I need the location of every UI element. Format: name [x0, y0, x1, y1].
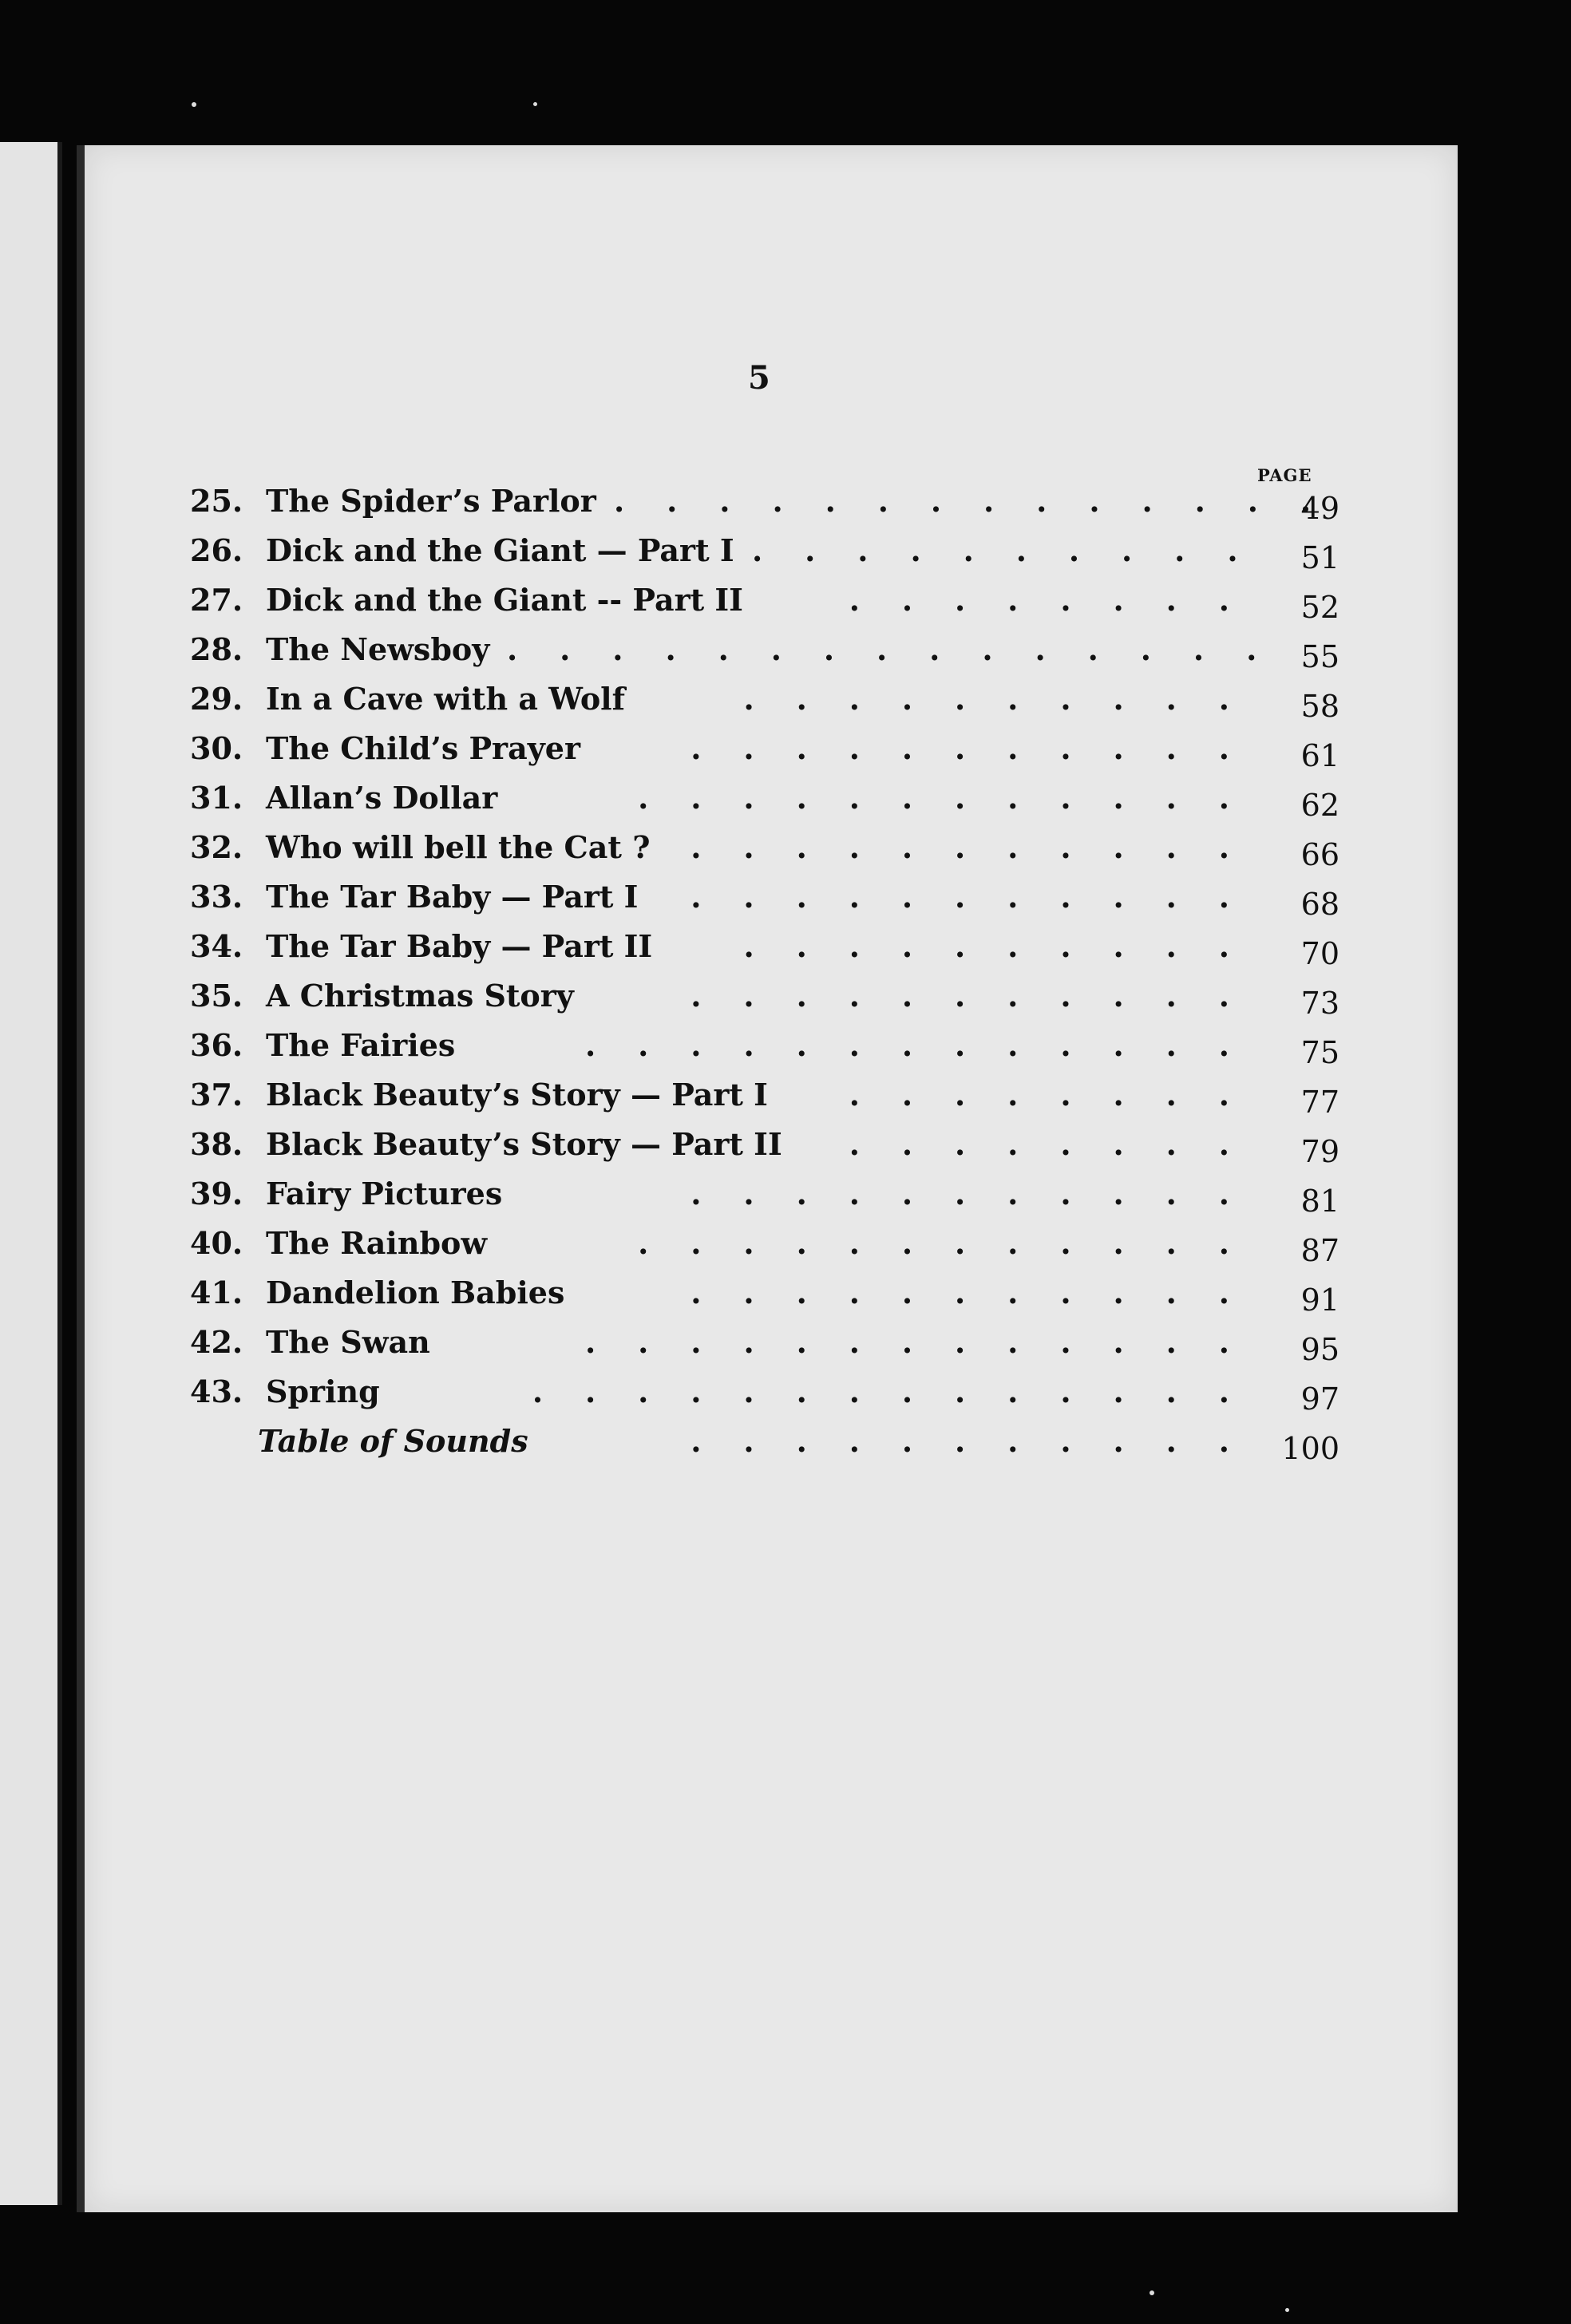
- entry-title: Table of Sounds: [258, 1423, 528, 1459]
- entry-page-number: 58: [1300, 689, 1340, 724]
- toc-entry[interactable]: [0, 730, 1571, 780]
- entry-number: 34.: [190, 928, 243, 964]
- entry-number: 30.: [190, 730, 243, 766]
- entry-number: 37.: [190, 1077, 243, 1113]
- entry-number: 26.: [190, 532, 243, 568]
- entry-number: 42.: [190, 1324, 243, 1360]
- dot-leader: . . . . . . . . . . .: [691, 1275, 1229, 1310]
- entry-number: 29.: [190, 681, 243, 717]
- entry-number: 43.: [190, 1373, 243, 1409]
- entry-title: Black Beauty’s Story — Part II: [266, 1126, 782, 1162]
- page-column-header: PAGE: [1257, 465, 1312, 485]
- dust-speck: [1150, 2290, 1154, 2295]
- entry-page-number: 70: [1300, 936, 1340, 971]
- toc-entry[interactable]: [0, 1423, 1571, 1472]
- entry-page-number: 49: [1300, 491, 1340, 526]
- entry-page-number: 97: [1300, 1381, 1340, 1417]
- dot-leader: . . . . . . . .: [849, 1126, 1229, 1162]
- toc-entry[interactable]: [0, 483, 1571, 532]
- entry-number: 41.: [190, 1275, 243, 1310]
- dot-leader: . . . . . . . . . . .: [691, 978, 1229, 1014]
- toc-entry[interactable]: [0, 978, 1571, 1027]
- toc-entry[interactable]: [0, 879, 1571, 928]
- entry-page-number: 79: [1300, 1134, 1340, 1169]
- toc-entry[interactable]: [0, 1176, 1571, 1225]
- entry-title: The Tar Baby — Part I: [266, 879, 639, 915]
- toc-entry[interactable]: [0, 631, 1571, 681]
- entry-title: The Rainbow: [266, 1225, 488, 1261]
- entry-title: The Spider’s Parlor: [266, 483, 596, 519]
- entry-number: 32.: [190, 829, 243, 865]
- toc-entry[interactable]: [0, 1027, 1571, 1077]
- toc-entry[interactable]: [0, 1275, 1571, 1324]
- entry-page-number: 95: [1300, 1332, 1340, 1367]
- entry-number: 35.: [190, 978, 243, 1014]
- entry-title: Who will bell the Cat ?: [266, 829, 651, 865]
- toc-entry[interactable]: [0, 532, 1571, 582]
- dot-leader: . . . . . . . . . . . . .: [585, 1027, 1229, 1063]
- entry-title: Allan’s Dollar: [266, 780, 498, 816]
- entry-title: Dick and the Giant — Part I: [266, 532, 734, 568]
- toc-entry[interactable]: [0, 928, 1571, 978]
- entry-page-number: 77: [1300, 1085, 1340, 1120]
- dot-leader: . . . . . . . . . . . .: [638, 1225, 1229, 1261]
- dot-leader: . . . . . . . . . . .: [691, 829, 1229, 865]
- dot-leader: . . . . . . . . . . . .: [638, 780, 1229, 816]
- entry-number: 38.: [190, 1126, 243, 1162]
- toc-entry[interactable]: [0, 582, 1571, 631]
- dot-leader: . . . . . . . . . .: [743, 681, 1229, 717]
- entry-number: 27.: [190, 582, 243, 618]
- entry-title: Dandelion Babies: [266, 1275, 565, 1310]
- dot-leader: . . . . . . . .: [849, 582, 1229, 618]
- dot-leader: . . . . . . . . . . .: [691, 730, 1229, 766]
- entry-page-number: 100: [1281, 1431, 1340, 1466]
- entry-title: In a Cave with a Wolf: [266, 681, 625, 717]
- entry-title: The Fairies: [266, 1027, 456, 1063]
- dot-leader: . . . . . . . . . . . . . .: [614, 483, 1312, 519]
- dot-leader: . . . . . . . . . . . . .: [585, 1324, 1229, 1360]
- entry-page-number: 62: [1300, 788, 1340, 823]
- entry-page-number: 75: [1300, 1035, 1340, 1070]
- entry-page-number: 87: [1300, 1233, 1340, 1268]
- entry-page-number: 52: [1300, 590, 1340, 625]
- dot-leader: . . . . . . . . . . .: [691, 879, 1229, 915]
- entry-title: The Child’s Prayer: [266, 730, 580, 766]
- entry-title: Fairy Pictures: [266, 1176, 503, 1211]
- toc-entry[interactable]: [0, 681, 1571, 730]
- entry-page-number: 51: [1300, 540, 1340, 575]
- toc-entry[interactable]: [0, 1126, 1571, 1176]
- dust-speck: [533, 102, 537, 106]
- entry-page-number: 91: [1300, 1283, 1340, 1318]
- dot-leader: . . . . . . . .: [849, 1077, 1229, 1113]
- entry-page-number: 55: [1300, 639, 1340, 674]
- entry-number: 25.: [190, 483, 243, 519]
- entry-number: 36.: [190, 1027, 243, 1063]
- toc-entry[interactable]: [0, 1373, 1571, 1423]
- entry-number: 28.: [190, 631, 243, 667]
- entry-number: 33.: [190, 879, 243, 915]
- entry-page-number: 81: [1300, 1184, 1340, 1219]
- dot-leader: . . . . . . . . . . . . . .: [532, 1373, 1229, 1409]
- dot-leader: . . . . . . . . . . .: [691, 1176, 1229, 1211]
- entry-title: A Christmas Story: [266, 978, 574, 1014]
- toc-entry[interactable]: [0, 1225, 1571, 1275]
- entry-title: The Tar Baby — Part II: [266, 928, 653, 964]
- toc-entry[interactable]: [0, 829, 1571, 879]
- entry-title: Dick and the Giant -- Part II: [266, 582, 743, 618]
- dot-leader: . . . . . . . . . . .: [691, 1423, 1229, 1459]
- entry-title: The Newsboy: [266, 631, 490, 667]
- dot-leader: . . . . . . . . . . . . . . .: [507, 631, 1257, 667]
- entry-page-number: 68: [1300, 887, 1340, 922]
- toc-entry[interactable]: [0, 780, 1571, 829]
- entry-title: Spring: [266, 1373, 380, 1409]
- entry-page-number: 73: [1300, 986, 1340, 1021]
- page-number: 5: [748, 359, 770, 397]
- entry-number: 39.: [190, 1176, 243, 1211]
- entry-page-number: 61: [1300, 738, 1340, 773]
- dot-leader: . . . . . . . . . .: [743, 928, 1229, 964]
- entry-title: Black Beauty’s Story — Part I: [266, 1077, 768, 1113]
- entry-number: 31.: [190, 780, 243, 816]
- dust-speck: [1285, 2308, 1289, 2312]
- toc-entry[interactable]: [0, 1077, 1571, 1126]
- dot-leader: . . . . . . . . . .: [752, 532, 1238, 568]
- dust-speck: [192, 102, 196, 107]
- entry-page-number: 66: [1300, 837, 1340, 872]
- entry-title: The Swan: [266, 1324, 430, 1360]
- toc-entry[interactable]: [0, 1324, 1571, 1373]
- entry-number: 40.: [190, 1225, 243, 1261]
